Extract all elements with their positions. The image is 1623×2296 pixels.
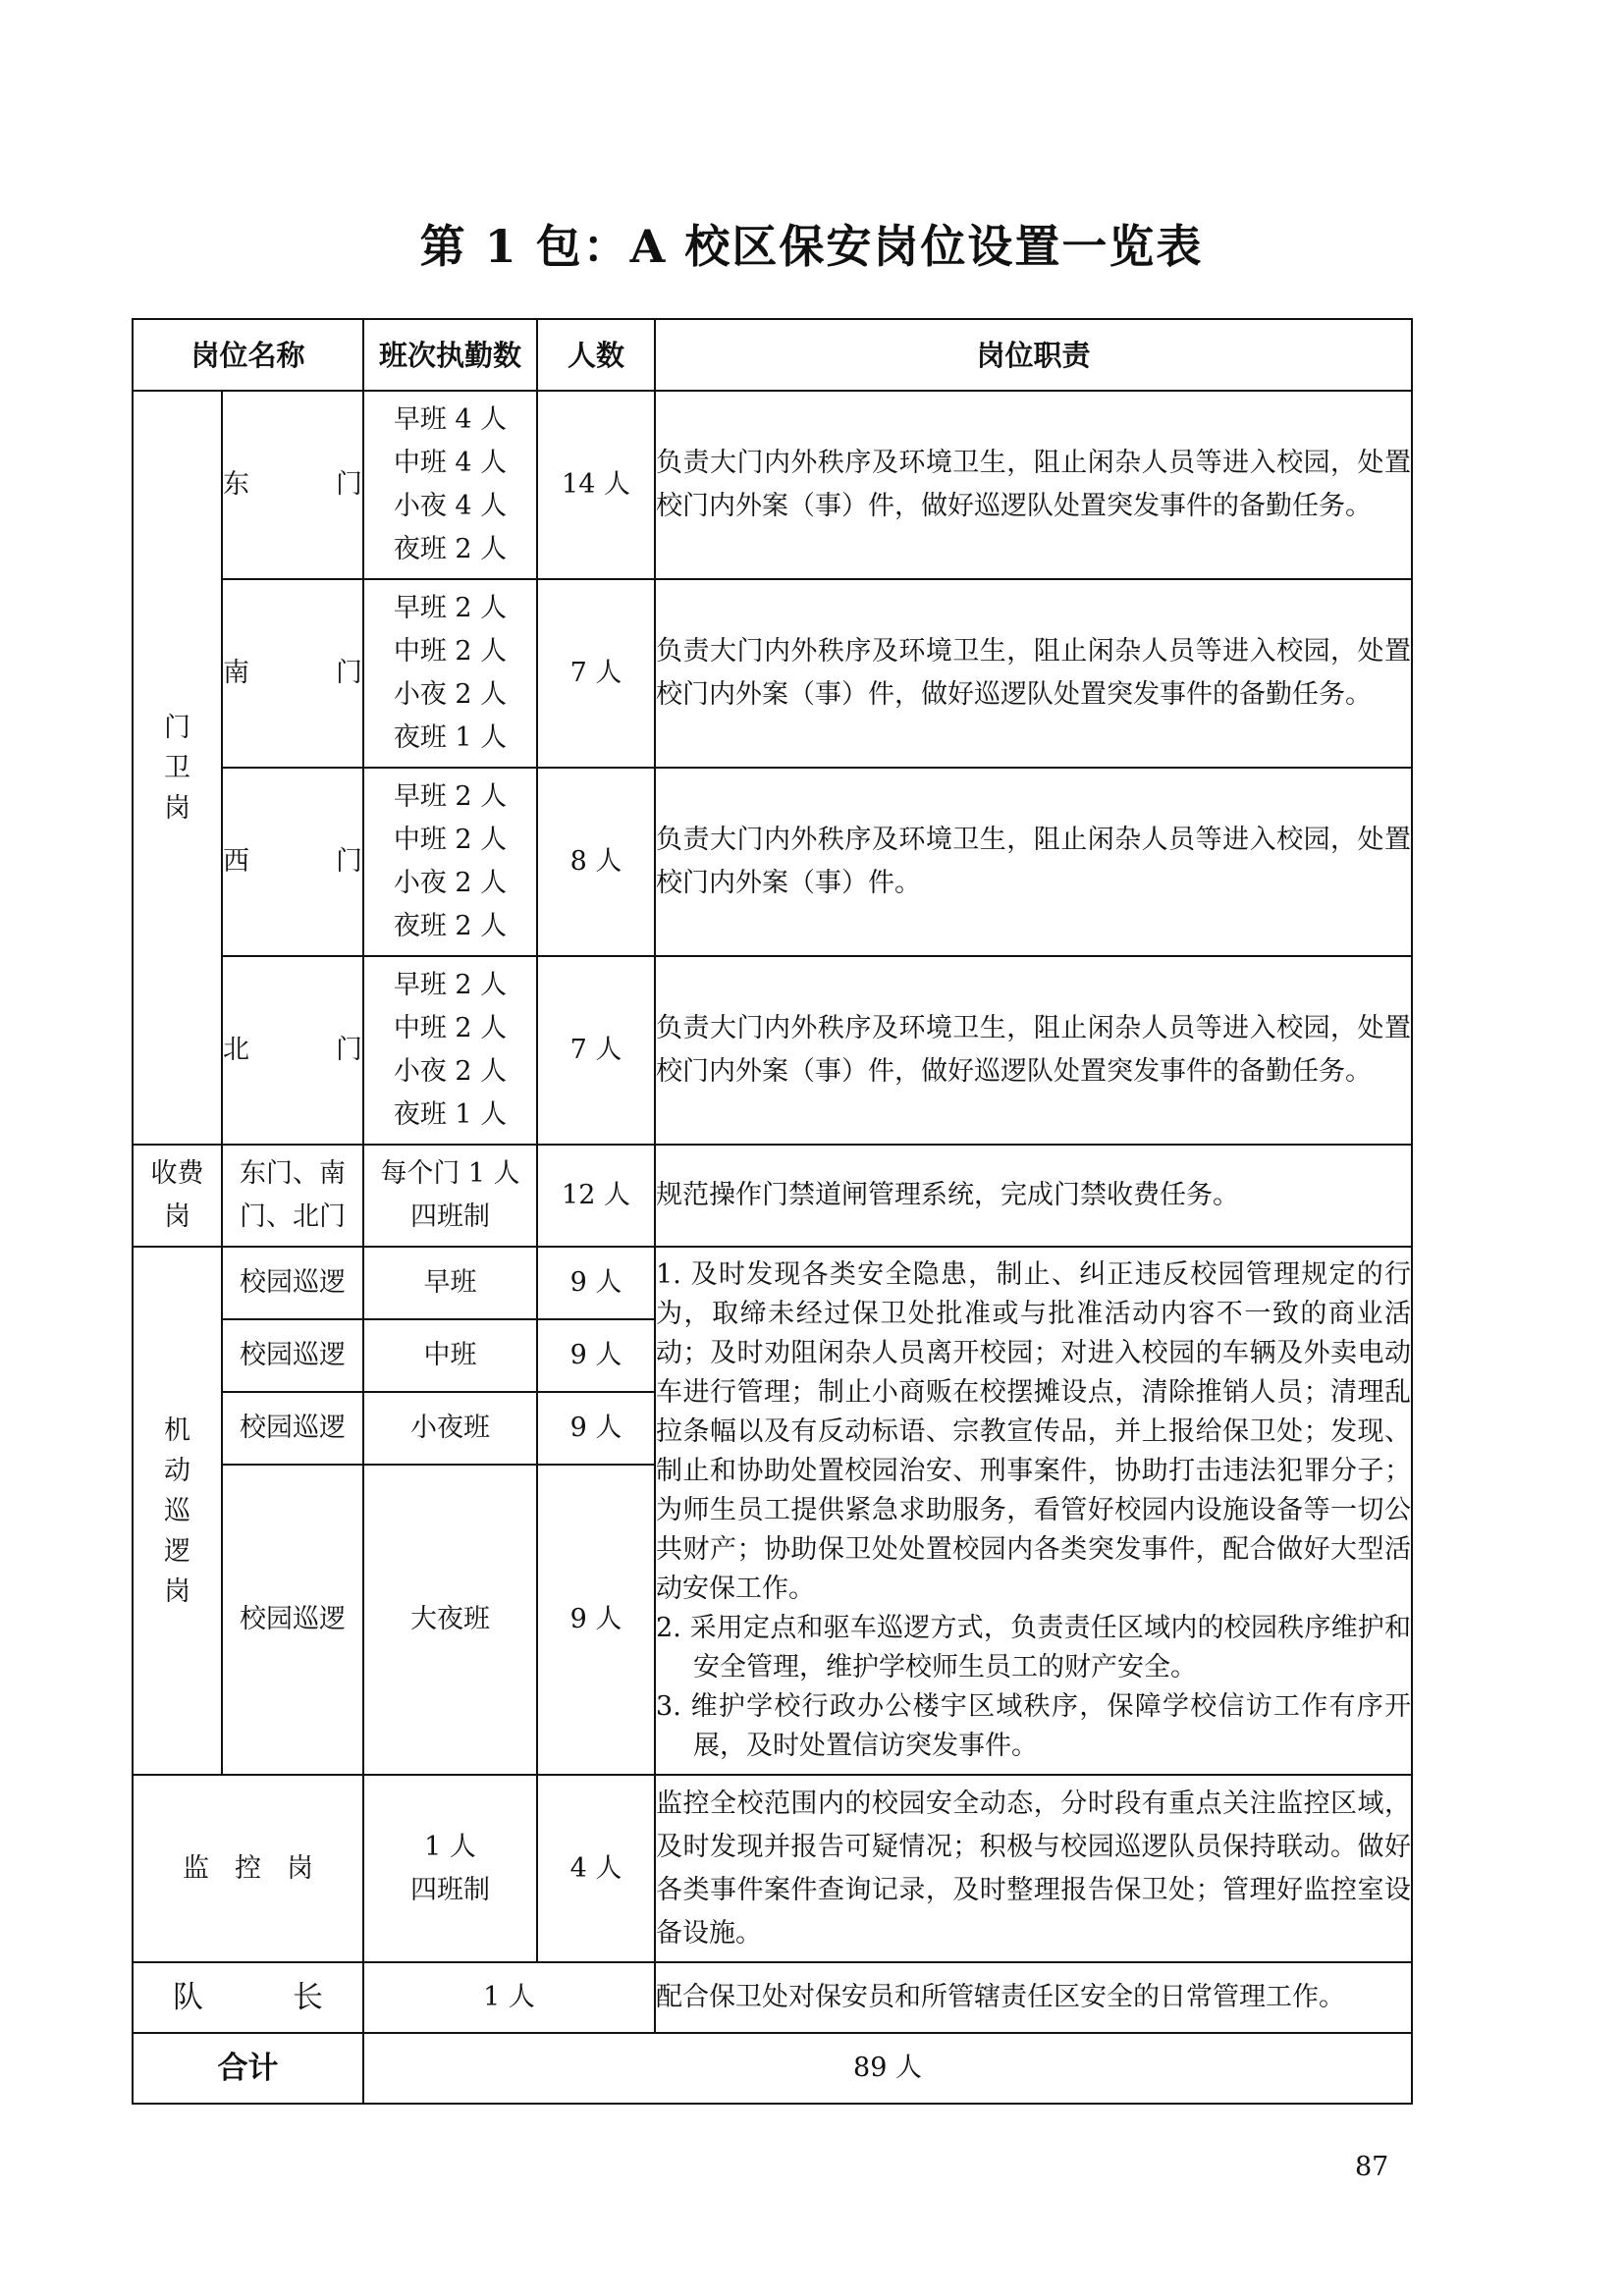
table-row	[133, 1775, 1412, 1962]
people-count: 9 人	[537, 1319, 655, 1392]
patrol-group-label: 机 动 巡 逻 岗	[133, 1247, 222, 1775]
people-count: 7 人	[537, 579, 655, 768]
post-name: 校园巡逻	[222, 1392, 363, 1465]
duty-text: 规范操作门禁道闸管理系统，完成门禁收费任务。	[655, 1145, 1412, 1247]
post-name: 校园巡逻	[222, 1319, 363, 1392]
total-label: 合计	[133, 2033, 363, 2104]
duty-text: 配合保卫处对保安员和所管辖责任区安全的日常管理工作。	[655, 1962, 1412, 2033]
gate-group-label: 门 卫 岗	[133, 391, 222, 1145]
shift-name: 大夜班	[363, 1465, 537, 1775]
patrol-duty-list	[655, 1247, 1412, 1775]
header-duty: 岗位职责	[655, 319, 1412, 391]
table-row	[133, 956, 1412, 1145]
people-count: 9 人	[537, 1465, 655, 1775]
table-row	[133, 579, 1412, 768]
shift-name: 小夜班	[363, 1392, 537, 1465]
post-name: 西门	[222, 768, 363, 956]
post-name: 监控岗	[133, 1775, 363, 1962]
duty-text: 负责大门内外秩序及环境卫生，阻止闲杂人员等进入校园，处置校门内外案（事）件，做好巡逻队处置突发事件的备勤任务。	[655, 579, 1412, 768]
shift-list: 1 人 四班制	[363, 1775, 537, 1962]
table-row	[133, 391, 1412, 579]
table-row	[133, 768, 1412, 956]
header-people: 人数	[537, 319, 655, 391]
table-header-row	[133, 319, 1412, 391]
people-count: 4 人	[537, 1775, 655, 1962]
duty-text: 监控全校范围内的校园安全动态，分时段有重点关注监控区域，及时发现并报告可疑情况；积极与校园巡逻队员保持联动。做好各类事件案件查询记录，及时整理报告保卫处；管理好监控室设备设施。	[655, 1775, 1412, 1962]
duty-text: 负责大门内外秩序及环境卫生，阻止闲杂人员等进入校园，处置校门内外案（事）件。	[655, 768, 1412, 956]
post-name: 队长	[133, 1962, 363, 2033]
duty-item: 3. 维护学校行政办公楼宇区域秩序，保障学校信访工作有序开展，及时处置信访突发事件。	[656, 1691, 1412, 1761]
people-count: 9 人	[537, 1392, 655, 1465]
shift-list: 每个门 1 人 四班制	[363, 1145, 537, 1247]
toll-location: 东门、南 门、北门	[222, 1145, 363, 1247]
shift-list: 早班 2 人 中班 2 人 小夜 2 人 夜班 1 人	[363, 579, 537, 768]
shift-name: 早班	[363, 1247, 537, 1319]
people-count: 14 人	[537, 391, 655, 579]
header-shifts: 班次执勤数	[363, 319, 537, 391]
shift-list: 早班 2 人 中班 2 人 小夜 2 人 夜班 1 人	[363, 956, 537, 1145]
duty-text: 负责大门内外秩序及环境卫生，阻止闲杂人员等进入校园，处置校门内外案（事）件，做好巡逻队处置突发事件的备勤任务。	[655, 391, 1412, 579]
people-count: 9 人	[537, 1247, 655, 1319]
post-name: 校园巡逻	[222, 1465, 363, 1775]
toll-group-label: 收费 岗	[133, 1145, 222, 1247]
shift-list: 早班 2 人 中班 2 人 小夜 2 人 夜班 2 人	[363, 768, 537, 956]
table-row	[133, 1962, 1412, 2033]
header-post-name: 岗位名称	[133, 319, 363, 391]
page-number: 87	[1355, 2152, 1389, 2182]
total-row	[133, 2033, 1412, 2104]
page-title: 第 1 包：A 校区保安岗位设置一览表	[419, 220, 1204, 273]
people-count: 8 人	[537, 768, 655, 956]
post-name: 南门	[222, 579, 363, 768]
table-row	[133, 1247, 1412, 1319]
duty-text: 负责大门内外秩序及环境卫生，阻止闲杂人员等进入校园，处置校门内外案（事）件，做好巡逻队处置突发事件的备勤任务。	[655, 956, 1412, 1145]
total-value: 89 人	[363, 2033, 1412, 2104]
people-count: 7 人	[537, 956, 655, 1145]
post-name: 东门	[222, 391, 363, 579]
shift-name: 中班	[363, 1319, 537, 1392]
people-count: 12 人	[537, 1145, 655, 1247]
post-name: 北门	[222, 956, 363, 1145]
duty-item: 1. 及时发现各类安全隐患，制止、纠正违反校园管理规定的行为，取缔未经过保卫处批准或与批准活动内容不一致的商业活动；及时劝阻闲杂人员离开校园；对进入校园的车辆及外卖电动车进行管理；制止小商贩在校摆摊设点，清除推销人员；清理乱拉条幅以及有反动标语、宗教宣传品，并上报给保卫处；发现、制止和协助处置校园治安、刑事案件，协助打击违法犯罪分子；为师生员工提供紧急求助服务，看管好校园内设施设备等一切公共财产；协助保卫处处置校园内各类突发事件，配合做好大型活动安保工作。	[656, 1259, 1412, 1604]
table-row	[133, 1145, 1412, 1247]
shift-list: 早班 4 人 中班 4 人 小夜 4 人 夜班 2 人	[363, 391, 537, 579]
duty-item: 2. 采用定点和驱车巡逻方式，负责责任区域内的校园秩序维护和安全管理，维护学校师生员工的财产安全。	[656, 1613, 1412, 1682]
security-post-table	[132, 318, 1413, 2105]
post-name: 校园巡逻	[222, 1247, 363, 1319]
people-count: 1 人	[363, 1962, 655, 2033]
